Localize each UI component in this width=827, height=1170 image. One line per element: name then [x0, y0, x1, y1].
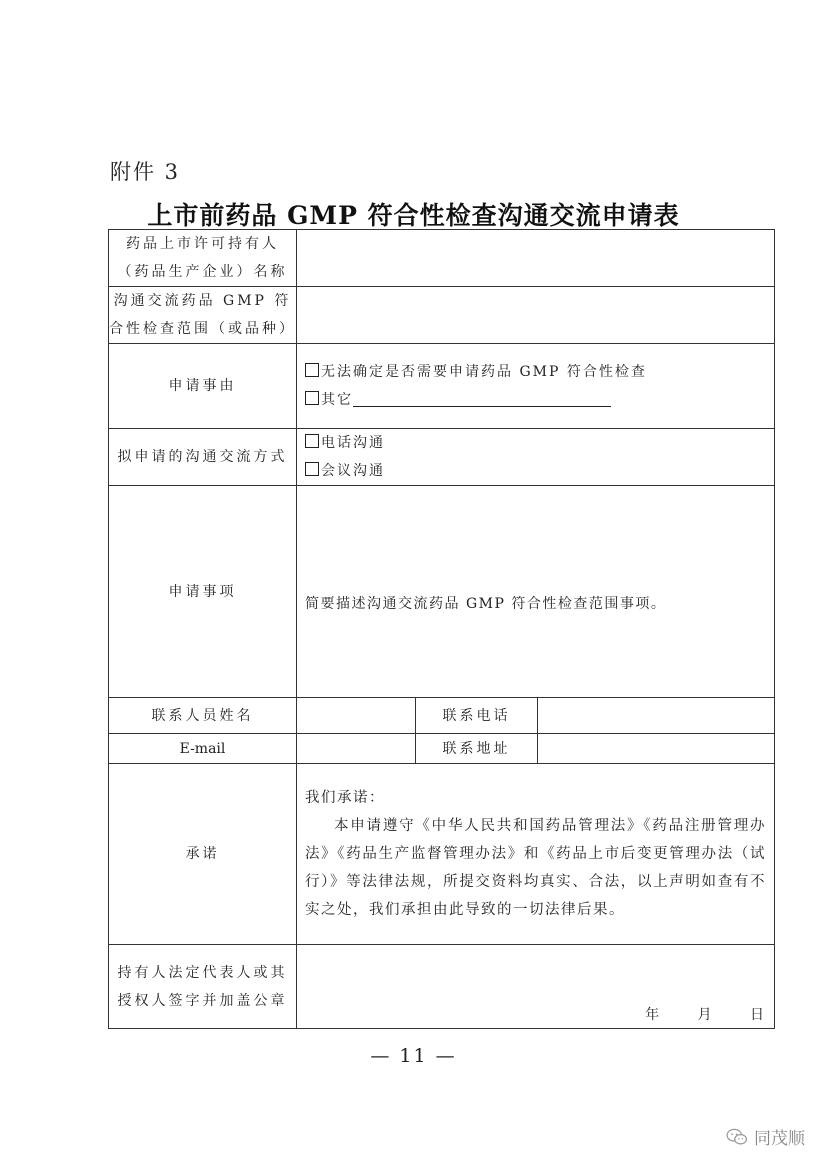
date-day: 日	[750, 1007, 765, 1023]
contact-name-input[interactable]	[297, 698, 416, 734]
items-description: 简要描述沟通交流药品 GMP 符合性检查范围事项。	[305, 595, 667, 612]
date-year: 年	[645, 1007, 660, 1023]
checkbox-icon[interactable]	[305, 363, 319, 377]
phone-input[interactable]	[538, 698, 775, 734]
items-row	[109, 486, 775, 698]
method-options	[297, 429, 775, 486]
scope-label: 沟通交流药品 GMP 符 合性检查范围（或品种）	[109, 287, 297, 344]
reason-option-other[interactable]: 其它	[305, 386, 766, 414]
watermark	[726, 1124, 805, 1149]
promise-intro: 我们承诺：	[305, 790, 385, 806]
items-label: 申请事项	[109, 486, 297, 698]
method-option-meeting[interactable]: 会议沟通	[305, 457, 766, 485]
items-input[interactable]	[297, 486, 775, 698]
signature-label: 持有人法定代表人或其 授权人签字并加盖公章	[109, 945, 297, 1029]
promise-label: 承诺	[109, 764, 297, 945]
method-label: 拟申请的沟通交流方式	[109, 429, 297, 486]
scope-input[interactable]	[297, 287, 775, 344]
page-number: — 11 —	[370, 1045, 457, 1067]
reason-row	[109, 344, 775, 429]
promise-body: 本申请遵守《中华人民共和国药品管理法》《药品注册管理办法》《药品生产监督管理办法》和《药品上市后变更管理办法（试行）》等法律法规，所提交资料均真实、合法，以上声明如查有不实之处，我们承担由此导致的一切法律后果。	[305, 818, 767, 918]
wechat-icon	[726, 1128, 748, 1146]
reason-label: 申请事由	[109, 344, 297, 429]
method-option-phone[interactable]: 电话沟通	[305, 429, 766, 457]
signature-area[interactable]	[297, 945, 775, 1029]
watermark-text: 同茂顺	[754, 1129, 805, 1149]
form-title: 上市前药品 GMP 符合性检查沟通交流申请表	[147, 201, 680, 230]
holder-label: 药品上市许可持有人 （药品生产企业）名称	[109, 230, 297, 287]
date-month: 月	[697, 1007, 712, 1023]
method-row	[109, 429, 775, 486]
other-reason-field[interactable]	[353, 391, 611, 407]
checkbox-icon[interactable]	[305, 462, 319, 476]
reason-option-uncertain[interactable]: 无法确定是否需要申请药品 GMP 符合性检查	[305, 358, 766, 386]
email-row	[109, 734, 775, 764]
reason-options	[297, 344, 775, 429]
email-label: E-mail	[109, 734, 297, 764]
promise-content	[297, 764, 775, 945]
phone-label: 联系电话	[416, 698, 538, 734]
contact-row	[109, 698, 775, 734]
contact-name-label: 联系人员姓名	[109, 698, 297, 734]
checkbox-icon[interactable]	[305, 391, 319, 405]
holder-input[interactable]	[297, 230, 775, 287]
scope-row	[109, 287, 775, 344]
promise-row	[109, 764, 775, 945]
holder-row	[109, 230, 775, 287]
application-form-table	[108, 229, 775, 1029]
attachment-label: 附件 3	[110, 160, 181, 184]
signature-row	[109, 945, 775, 1029]
email-input[interactable]	[297, 734, 416, 764]
signature-date	[611, 1004, 764, 1024]
checkbox-icon[interactable]	[305, 434, 319, 448]
address-input[interactable]	[538, 734, 775, 764]
address-label: 联系地址	[416, 734, 538, 764]
